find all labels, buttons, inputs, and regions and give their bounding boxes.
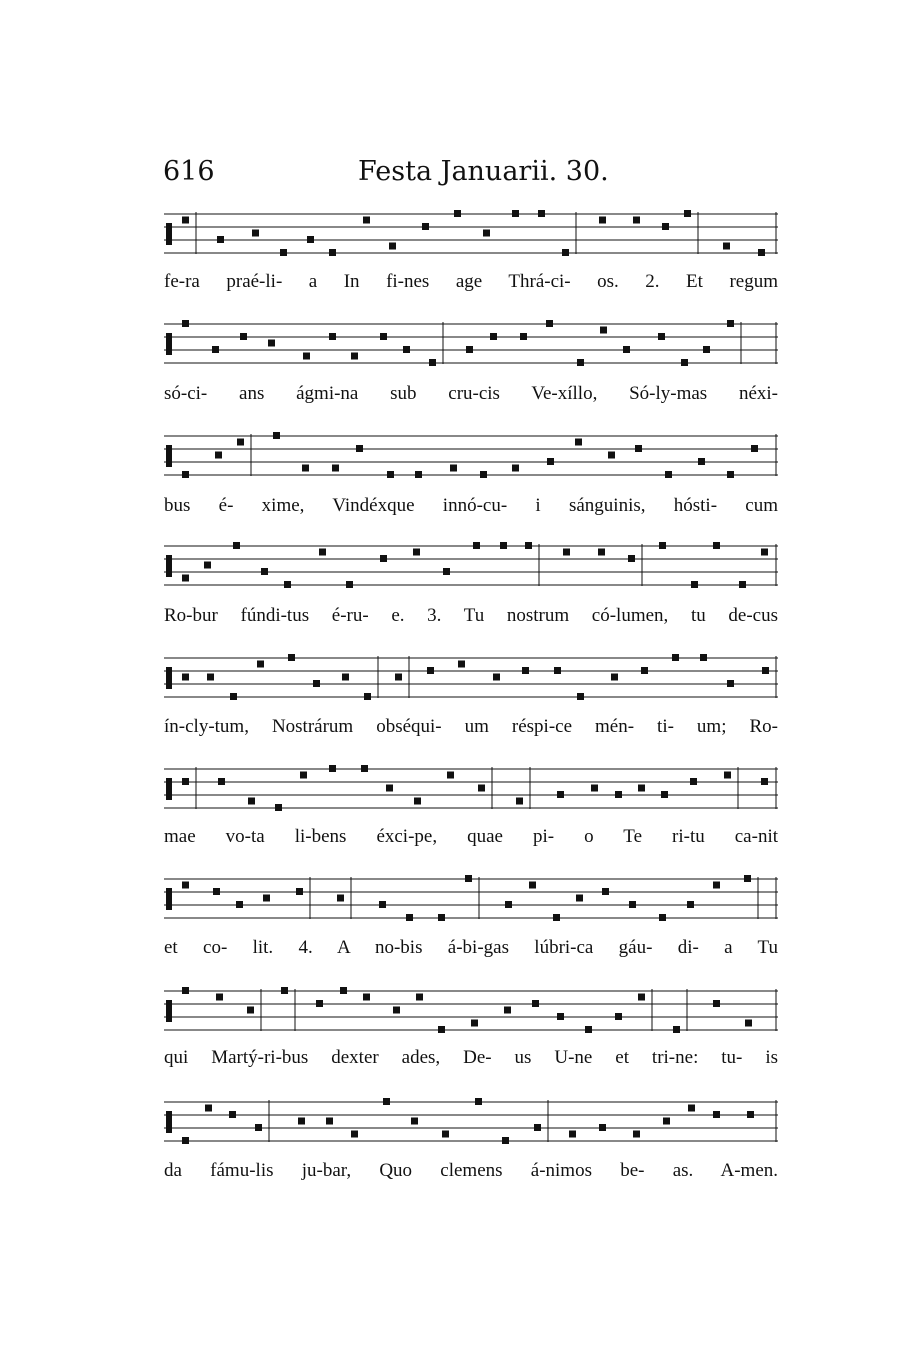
neume bbox=[363, 217, 370, 224]
neume bbox=[281, 987, 288, 994]
neume bbox=[658, 333, 665, 340]
neume bbox=[751, 445, 758, 452]
neume bbox=[687, 901, 694, 908]
neume bbox=[329, 333, 336, 340]
neume bbox=[504, 1007, 511, 1014]
neume bbox=[248, 798, 255, 805]
neume bbox=[450, 465, 457, 472]
neume bbox=[182, 471, 189, 478]
neume bbox=[599, 217, 606, 224]
neume bbox=[313, 680, 320, 687]
neume bbox=[684, 210, 691, 217]
neume bbox=[512, 465, 519, 472]
staff-system bbox=[164, 763, 778, 825]
lyric-line bbox=[164, 492, 778, 520]
neume bbox=[229, 1111, 236, 1118]
neume bbox=[395, 674, 402, 681]
neume bbox=[303, 353, 310, 360]
neume bbox=[383, 1098, 390, 1105]
neume bbox=[182, 882, 189, 889]
neume bbox=[406, 914, 413, 921]
lyric-line bbox=[164, 713, 778, 741]
neume bbox=[296, 888, 303, 895]
neume bbox=[473, 542, 480, 549]
neume bbox=[252, 230, 259, 237]
neume bbox=[563, 549, 570, 556]
neume bbox=[727, 320, 734, 327]
neume bbox=[240, 333, 247, 340]
clef-mark bbox=[166, 223, 172, 245]
lyric-line bbox=[164, 823, 778, 851]
neume bbox=[727, 680, 734, 687]
neume bbox=[438, 914, 445, 921]
neume bbox=[466, 346, 473, 353]
neume bbox=[379, 901, 386, 908]
neume bbox=[628, 555, 635, 562]
neume bbox=[307, 236, 314, 243]
staff bbox=[164, 430, 778, 492]
neume bbox=[212, 346, 219, 353]
staff bbox=[164, 318, 778, 380]
neume bbox=[263, 895, 270, 902]
neume bbox=[493, 674, 500, 681]
clef-mark bbox=[166, 555, 172, 577]
neume bbox=[703, 346, 710, 353]
neume bbox=[529, 882, 536, 889]
neume bbox=[416, 994, 423, 1001]
neume bbox=[386, 785, 393, 792]
neume bbox=[611, 674, 618, 681]
neume bbox=[337, 895, 344, 902]
neume bbox=[534, 1124, 541, 1131]
neume bbox=[389, 243, 396, 250]
neume bbox=[713, 882, 720, 889]
lyric-text: mae vo-ta li-bens éxci-pe, quae pi- o Te ri-tu ca-nit bbox=[164, 826, 778, 847]
lyric-text: et co- lit. 4. A no-bis á-bi-gas lúbri-ca gáu- di- a Tu bbox=[164, 937, 778, 958]
neume bbox=[512, 210, 519, 217]
lyric-line bbox=[164, 268, 778, 296]
neume bbox=[268, 340, 275, 347]
neume bbox=[255, 1124, 262, 1131]
neume bbox=[480, 471, 487, 478]
neume bbox=[237, 439, 244, 446]
neume bbox=[215, 452, 222, 459]
staff-system bbox=[164, 652, 778, 714]
neume bbox=[182, 217, 189, 224]
neume bbox=[690, 778, 697, 785]
neume bbox=[522, 667, 529, 674]
neume bbox=[236, 901, 243, 908]
neume bbox=[329, 765, 336, 772]
neume bbox=[233, 542, 240, 549]
neume bbox=[454, 210, 461, 217]
neume bbox=[329, 249, 336, 256]
neume bbox=[502, 1137, 509, 1144]
neume bbox=[284, 581, 291, 588]
neume bbox=[673, 1026, 680, 1033]
lyric-text: só-ci- ans ágmi-na sub cru-cis Ve-xíllo, Só-ly-mas néxi- bbox=[164, 383, 778, 404]
neume bbox=[361, 765, 368, 772]
neume bbox=[257, 661, 264, 668]
neume bbox=[319, 549, 326, 556]
staff bbox=[164, 1096, 778, 1158]
staff bbox=[164, 540, 778, 602]
neume bbox=[213, 888, 220, 895]
clef-mark bbox=[166, 667, 172, 689]
neume bbox=[547, 458, 554, 465]
neume bbox=[273, 432, 280, 439]
neume bbox=[638, 785, 645, 792]
neume bbox=[576, 895, 583, 902]
neume bbox=[403, 346, 410, 353]
neume bbox=[615, 791, 622, 798]
neume bbox=[261, 568, 268, 575]
neume bbox=[182, 674, 189, 681]
neume bbox=[302, 465, 309, 472]
neume bbox=[427, 667, 434, 674]
neume bbox=[490, 333, 497, 340]
neume bbox=[623, 346, 630, 353]
neume bbox=[577, 693, 584, 700]
neume bbox=[247, 1007, 254, 1014]
neume bbox=[569, 1131, 576, 1138]
neume bbox=[562, 249, 569, 256]
neume bbox=[300, 772, 307, 779]
neume bbox=[356, 445, 363, 452]
neume bbox=[217, 236, 224, 243]
neume bbox=[724, 772, 731, 779]
staff-system bbox=[164, 1096, 778, 1158]
clef-mark bbox=[166, 1111, 172, 1133]
neume bbox=[505, 901, 512, 908]
neume bbox=[663, 1118, 670, 1125]
clef-mark bbox=[166, 1000, 172, 1022]
neume bbox=[458, 661, 465, 668]
neume bbox=[207, 674, 214, 681]
neume bbox=[443, 568, 450, 575]
lyric-line bbox=[164, 1157, 778, 1185]
neume bbox=[681, 359, 688, 366]
neume bbox=[662, 223, 669, 230]
neume bbox=[591, 785, 598, 792]
neume bbox=[615, 1013, 622, 1020]
neume bbox=[691, 581, 698, 588]
neume bbox=[600, 327, 607, 334]
clef-mark bbox=[166, 333, 172, 355]
neume bbox=[442, 1131, 449, 1138]
staff-system bbox=[164, 873, 778, 935]
staff-system bbox=[164, 540, 778, 602]
neume bbox=[204, 562, 211, 569]
clef-mark bbox=[166, 778, 172, 800]
lyric-line bbox=[164, 934, 778, 962]
neume bbox=[700, 654, 707, 661]
staff bbox=[164, 208, 778, 270]
neume bbox=[557, 791, 564, 798]
neume bbox=[438, 1026, 445, 1033]
staff-system bbox=[164, 430, 778, 492]
neume bbox=[411, 1118, 418, 1125]
neume bbox=[761, 778, 768, 785]
neume bbox=[182, 987, 189, 994]
neume bbox=[478, 785, 485, 792]
neume bbox=[638, 994, 645, 1001]
lyric-line bbox=[164, 1044, 778, 1072]
neume bbox=[585, 1026, 592, 1033]
neume bbox=[575, 439, 582, 446]
neume bbox=[387, 471, 394, 478]
neume bbox=[447, 772, 454, 779]
neume bbox=[599, 1124, 606, 1131]
neume bbox=[688, 1105, 695, 1112]
neume bbox=[532, 1000, 539, 1007]
neume bbox=[633, 217, 640, 224]
neume bbox=[351, 353, 358, 360]
neume bbox=[230, 693, 237, 700]
neume bbox=[298, 1118, 305, 1125]
neume bbox=[672, 654, 679, 661]
neume bbox=[393, 1007, 400, 1014]
neume bbox=[218, 778, 225, 785]
clef-mark bbox=[166, 888, 172, 910]
neume bbox=[546, 320, 553, 327]
neume bbox=[363, 994, 370, 1001]
lyric-text: Ro-bur fúndi-tus é-ru- e. 3. Tu nostrum có-lumen, tu de-cus bbox=[164, 605, 778, 626]
lyric-line bbox=[164, 380, 778, 408]
neume bbox=[182, 1137, 189, 1144]
neume bbox=[745, 1020, 752, 1027]
neume bbox=[413, 549, 420, 556]
neume bbox=[554, 667, 561, 674]
neume bbox=[182, 778, 189, 785]
neume bbox=[723, 243, 730, 250]
neume bbox=[557, 1013, 564, 1020]
neume bbox=[577, 359, 584, 366]
neume bbox=[661, 791, 668, 798]
neume bbox=[483, 230, 490, 237]
neume bbox=[659, 542, 666, 549]
neume bbox=[635, 445, 642, 452]
lyric-text: da fámu-lis ju-bar, Quo clemens á-nimos be- as. A-men. bbox=[164, 1160, 778, 1181]
neume bbox=[608, 452, 615, 459]
neume bbox=[380, 555, 387, 562]
neume bbox=[280, 249, 287, 256]
neume bbox=[598, 549, 605, 556]
neume bbox=[744, 875, 751, 882]
neume bbox=[216, 994, 223, 1001]
staff bbox=[164, 873, 778, 935]
neume bbox=[629, 901, 636, 908]
neume bbox=[415, 471, 422, 478]
neume bbox=[665, 471, 672, 478]
neume bbox=[342, 674, 349, 681]
neume bbox=[275, 804, 282, 811]
neume bbox=[414, 798, 421, 805]
neume bbox=[316, 1000, 323, 1007]
neume bbox=[762, 667, 769, 674]
neume bbox=[758, 249, 765, 256]
lyric-text: ín-cly-tum, Nostrárum obséqui- um réspi-ce mén- ti- um; Ro- bbox=[164, 716, 778, 737]
neume bbox=[465, 875, 472, 882]
neume bbox=[516, 798, 523, 805]
lyric-line bbox=[164, 602, 778, 630]
neume bbox=[422, 223, 429, 230]
neume bbox=[346, 581, 353, 588]
neume bbox=[288, 654, 295, 661]
staff bbox=[164, 652, 778, 714]
neume bbox=[380, 333, 387, 340]
neume bbox=[525, 542, 532, 549]
neume bbox=[739, 581, 746, 588]
neume bbox=[659, 914, 666, 921]
staff bbox=[164, 985, 778, 1047]
neume bbox=[364, 693, 371, 700]
neume bbox=[602, 888, 609, 895]
staff bbox=[164, 763, 778, 825]
neume bbox=[698, 458, 705, 465]
neume bbox=[326, 1118, 333, 1125]
neume bbox=[761, 549, 768, 556]
neume bbox=[475, 1098, 482, 1105]
neume bbox=[340, 987, 347, 994]
page-number: 616 bbox=[163, 156, 215, 187]
neume bbox=[713, 1111, 720, 1118]
neume bbox=[471, 1020, 478, 1027]
page-title: Festa Januarii. 30. bbox=[358, 156, 609, 187]
neume bbox=[520, 333, 527, 340]
neume bbox=[553, 914, 560, 921]
neume bbox=[429, 359, 436, 366]
clef-mark bbox=[166, 445, 172, 467]
lyric-text: bus é- xime, Vindéxque innó-cu- i sánguinis, hósti- cum bbox=[164, 495, 778, 516]
neume bbox=[633, 1131, 640, 1138]
lyric-text: qui Martý-ri-bus dexter ades, De- us U-ne et tri-ne: tu- is bbox=[164, 1047, 778, 1068]
neume bbox=[351, 1131, 358, 1138]
staff-system bbox=[164, 318, 778, 380]
neume bbox=[205, 1105, 212, 1112]
neume bbox=[182, 320, 189, 327]
neume bbox=[713, 1000, 720, 1007]
neume bbox=[727, 471, 734, 478]
neume bbox=[332, 465, 339, 472]
staff-system bbox=[164, 985, 778, 1047]
lyric-text: fe-ra praé-li- a In fi-nes age Thrá-ci- os. 2. Et regum bbox=[164, 271, 778, 292]
staff-system bbox=[164, 208, 778, 270]
neume bbox=[747, 1111, 754, 1118]
neume bbox=[182, 575, 189, 582]
neume bbox=[538, 210, 545, 217]
neume bbox=[641, 667, 648, 674]
neume bbox=[713, 542, 720, 549]
neume bbox=[500, 542, 507, 549]
